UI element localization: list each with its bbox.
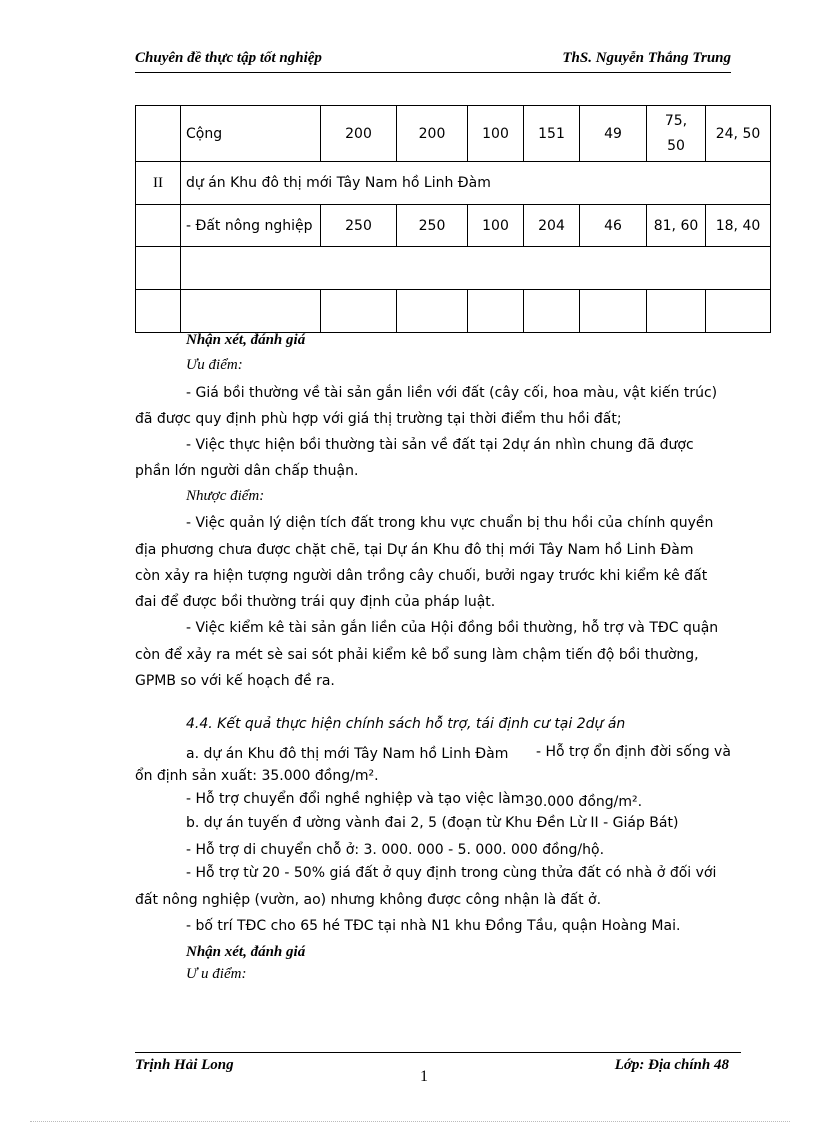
table-row <box>136 290 771 333</box>
empty-cell <box>397 290 468 333</box>
row-index <box>136 205 181 247</box>
page-footer <box>135 1052 741 1077</box>
subheading-advantages-2: Ư u điểm: <box>186 966 247 982</box>
empty-cell <box>706 290 771 333</box>
paragraph-line: - Việc thực hiện bồi thường tài sản về đất tại 2dự án nhìn chung đã được <box>186 437 694 453</box>
table-row <box>136 205 771 247</box>
paragraph-line: - Hỗ trợ từ 20 - 50% giá đất ở quy định trong cùng thửa đất có nhà ở đối với <box>186 865 717 881</box>
paragraph-line: còn để xảy ra mét sè sai sót phải kiểm kê bổ sung làm chậm tiến độ bồi thường, <box>135 647 699 663</box>
paragraph-line: đai để được bồi thường trái quy định của pháp luật. <box>135 594 496 610</box>
paragraph-line: còn xảy ra hiện tượng người dân trồng cây chuối, bưởi ngay trước khi kiểm kê đất <box>135 568 708 584</box>
heading-evaluation-2: Nhận xét, đánh giá <box>186 944 306 960</box>
paragraph-line: - Việc kiểm kê tài sản gắn liền của Hội đồng bồi thường, hỗ trợ và TĐC quận <box>186 620 719 636</box>
paragraph-line: - Hỗ trợ ổn định đời sống và <box>536 744 731 760</box>
paragraph-line: GPMB so với kế hoạch đề ra. <box>135 673 335 689</box>
cell-value: 46 <box>580 205 647 247</box>
empty-cell <box>136 290 181 333</box>
paragraph-line: - Giá bồi thường về tài sản gắn liền với đất (cây cối, hoa màu, vật kiến trúc) <box>186 385 718 401</box>
cell-value: 49 <box>580 106 647 162</box>
paragraph-line: - Hỗ trợ chuyển đổi nghề nghiệp và tạo việc làm: <box>186 791 530 807</box>
empty-cell <box>524 290 580 333</box>
row-label: - Đất nông nghiệp <box>181 205 321 247</box>
row-label: dự án Khu đô thị mới Tây Nam hồ Linh Đàm <box>181 162 771 205</box>
table-row <box>136 162 771 205</box>
empty-cell <box>136 247 181 290</box>
paragraph-line: b. dự án tuyến đ ường vành đai 2, 5 (đoạn từ Khu Đền Lừ II - Giáp Bát) <box>186 815 679 831</box>
row-label: Cộng <box>181 106 321 162</box>
empty-cell <box>647 290 706 333</box>
empty-cell <box>580 290 647 333</box>
table-row <box>136 247 771 290</box>
subheading-disadvantages: Nhược điểm: <box>186 488 265 504</box>
cell-value: 100 <box>468 205 524 247</box>
heading-evaluation: Nhận xét, đánh giá <box>186 332 306 348</box>
section-title: 4.4. Kết quả thực hiện chính sách hỗ trợ, tái định cư tại 2dự án <box>186 716 626 732</box>
paragraph-line: ổn định sản xuất: 35.000 đồng/m². <box>135 768 379 784</box>
paragraph-line: - Việc quản lý diện tích đất trong khu vực chuẩn bị thu hồi của chính quyền <box>186 515 714 531</box>
page-number: 1 <box>420 1068 428 1085</box>
cell-value: 250 <box>321 205 397 247</box>
paragraph-line: 30.000 đồng/m². <box>525 794 643 810</box>
cell-value: 100 <box>468 106 524 162</box>
cell-value: 200 <box>397 106 468 162</box>
footer-class: Lớp: Địa chính 48 <box>614 1057 729 1073</box>
empty-cell <box>181 247 771 290</box>
page-header <box>135 50 731 73</box>
footer-author: Trịnh Hải Long <box>135 1057 234 1073</box>
row-index <box>136 106 181 162</box>
paragraph-line: - bố trí TĐC cho 65 hé TĐC tại nhà N1 khu Đồng Tầu, quận Hoàng Mai. <box>186 918 681 934</box>
cell-value: 204 <box>524 205 580 247</box>
paragraph-line: địa phương chưa được chặt chẽ, tại Dự án Khu đô thị mới Tây Nam hồ Linh Đàm <box>135 542 694 558</box>
header-right-author: ThS. Nguyễn Thắng Trung <box>562 50 731 66</box>
paragraph-line: đã được quy định phù hợp với giá thị trường tại thời điểm thu hồi đất; <box>135 411 622 427</box>
cell-value: 200 <box>321 106 397 162</box>
paragraph-line: phần lớn người dân chấp thuận. <box>135 463 359 479</box>
table-row <box>136 106 771 162</box>
paragraph-line: - Hỗ trợ di chuyển chỗ ở: 3. 000. 000 - 5. 000. 000 đồng/hộ. <box>186 842 605 858</box>
empty-cell <box>321 290 397 333</box>
page-bottom-divider <box>30 1121 790 1122</box>
compensation-table <box>135 105 771 333</box>
row-index: II <box>136 162 181 205</box>
subheading-advantages: Ưu điểm: <box>186 357 243 373</box>
paragraph-line: đất nông nghiệp (vườn, ao) nhưng không được công nhận là đất ở. <box>135 892 602 908</box>
paragraph-line: a. dự án Khu đô thị mới Tây Nam hồ Linh Đàm <box>186 746 509 762</box>
cell-value: 24, 50 <box>706 106 771 162</box>
header-left-title: Chuyên đề thực tập tốt nghiệp <box>135 50 322 66</box>
cell-value: 18, 40 <box>706 205 771 247</box>
cell-value: 81, 60 <box>647 205 706 247</box>
cell-value: 151 <box>524 106 580 162</box>
empty-cell <box>181 290 321 333</box>
cell-value: 75, 50 <box>647 106 706 162</box>
empty-cell <box>468 290 524 333</box>
cell-value: 250 <box>397 205 468 247</box>
